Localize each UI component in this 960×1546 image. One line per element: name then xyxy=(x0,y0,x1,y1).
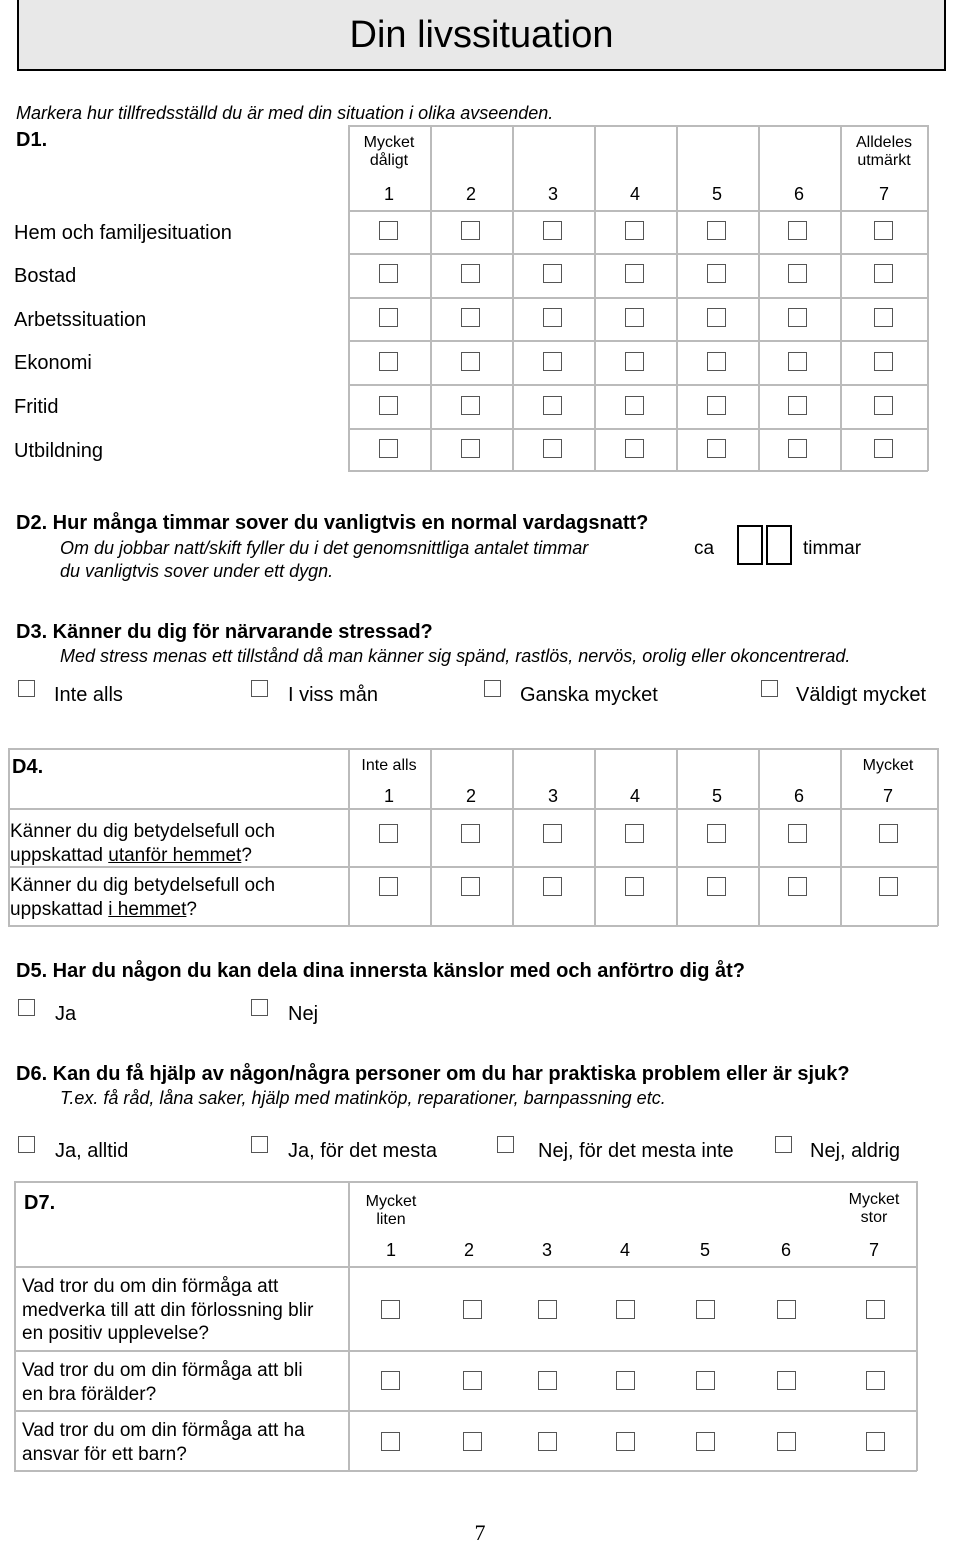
d4-row-1-option-7-checkbox[interactable] xyxy=(879,824,898,843)
d6-option-label: Nej, för det mesta inte xyxy=(538,1140,734,1162)
d6-option-checkbox[interactable] xyxy=(775,1136,792,1153)
d6-note: T.ex. få råd, låna saker, hjälp med matinköp, reparationer, barnpassning etc. xyxy=(60,1088,666,1108)
d7-scale-4: 4 xyxy=(619,1240,630,1260)
d2-unit: timmar xyxy=(803,538,862,559)
d7-row-1-option-4-checkbox[interactable] xyxy=(616,1300,635,1319)
d4-scale-5: 5 xyxy=(711,786,722,806)
d3-option-label: Ganska mycket xyxy=(520,684,658,706)
d4-row-2-option-4-checkbox[interactable] xyxy=(625,877,644,896)
d5-option-label: Ja xyxy=(55,1003,77,1025)
d1-row-label: Ekonomi xyxy=(14,352,92,374)
d1-row-5-option-4-checkbox[interactable] xyxy=(625,396,644,415)
d1-row-1-option-1-checkbox[interactable] xyxy=(379,221,398,240)
d3-option-label: Inte alls xyxy=(54,684,123,706)
page-title: Din livssituation xyxy=(349,14,614,56)
d7-row-3-label: Vad tror du om din förmåga att ha ansvar för ett barn? xyxy=(22,1420,305,1465)
d7-row-3-option-4-checkbox[interactable] xyxy=(616,1432,635,1451)
d1-row-5-option-7-checkbox[interactable] xyxy=(874,396,893,415)
d7-high-label: Mycket stor xyxy=(848,1191,900,1226)
d7-row-2-option-2-checkbox[interactable] xyxy=(463,1371,482,1390)
d4-row-2-option-6-checkbox[interactable] xyxy=(788,877,807,896)
d2-note-line1: Om du jobbar natt/skift fyller du i det genomsnittliga antalet timmar xyxy=(60,538,589,558)
d7-row-3-option-2-checkbox[interactable] xyxy=(463,1432,482,1451)
d4-row-2-option-3-checkbox[interactable] xyxy=(543,877,562,896)
d3-option-checkbox[interactable] xyxy=(761,680,778,697)
d7-row-3-option-3-checkbox[interactable] xyxy=(538,1432,557,1451)
d1-scale-2: 2 xyxy=(465,184,476,204)
d7-row-3-option-1-checkbox[interactable] xyxy=(381,1432,400,1451)
d7-row-1-option-5-checkbox[interactable] xyxy=(696,1300,715,1319)
d2-note-line2: du vanligtvis sover under ett dygn. xyxy=(60,561,334,581)
d7-label: D7. xyxy=(24,1192,56,1214)
d4-row-1-option-1-checkbox[interactable] xyxy=(379,824,398,843)
d5-option-label: Nej xyxy=(288,1003,319,1025)
d4-row-2-option-7-checkbox[interactable] xyxy=(879,877,898,896)
d7-scale-1: 1 xyxy=(385,1240,396,1260)
d3-question: D3. Känner du dig för närvarande stressad? xyxy=(16,621,433,643)
d6-question: D6. Kan du få hjälp av någon/några personer om du har praktiska problem eller är sjuk? xyxy=(16,1063,850,1085)
d1-row-6-option-1-checkbox[interactable] xyxy=(379,439,398,458)
d1-row-6-option-5-checkbox[interactable] xyxy=(707,439,726,458)
intro-text: Markera hur tillfredsställd du är med din situation i olika avseenden. xyxy=(16,103,554,123)
d1-row-6-option-6-checkbox[interactable] xyxy=(788,439,807,458)
d2-ca: ca xyxy=(694,538,715,559)
d4-scale-3: 3 xyxy=(547,786,558,806)
d6-option-checkbox[interactable] xyxy=(497,1136,514,1153)
d1-row-5-option-1-checkbox[interactable] xyxy=(379,396,398,415)
d1-row-1-option-7-checkbox[interactable] xyxy=(874,221,893,240)
d1-row-3-option-2-checkbox[interactable] xyxy=(461,308,480,327)
d7-row-1-label: Vad tror du om din förmåga att medverka till att din förlossning blir en positiv upplevelse? xyxy=(22,1276,314,1344)
d4-scale-6: 6 xyxy=(793,786,804,806)
d4-row-1-option-2-checkbox[interactable] xyxy=(461,824,480,843)
d7-row-1-option-2-checkbox[interactable] xyxy=(463,1300,482,1319)
d5-option-checkbox[interactable] xyxy=(18,999,35,1016)
d1-row-label: Fritid xyxy=(14,396,59,418)
d7-row-3-option-6-checkbox[interactable] xyxy=(777,1432,796,1451)
d1-row-6-option-2-checkbox[interactable] xyxy=(461,439,480,458)
d7-scale-3: 3 xyxy=(541,1240,552,1260)
d1-row-5-option-2-checkbox[interactable] xyxy=(461,396,480,415)
d7-scale-5: 5 xyxy=(699,1240,710,1260)
d4-row-1-option-5-checkbox[interactable] xyxy=(707,824,726,843)
d4-scale-2: 2 xyxy=(465,786,476,806)
d4-low-label: Inte alls xyxy=(361,757,417,774)
d1-row-label: Bostad xyxy=(14,265,77,287)
d1-scale-5: 5 xyxy=(711,184,722,204)
d4-scale-7: 7 xyxy=(882,786,893,806)
d1-row-4-option-2-checkbox[interactable] xyxy=(461,352,480,371)
d6-option-checkbox[interactable] xyxy=(251,1136,268,1153)
d1-row-1-option-3-checkbox[interactable] xyxy=(543,221,562,240)
d1-label: D1. xyxy=(16,129,48,151)
d1-scale-4: 4 xyxy=(629,184,640,204)
d1-high-label: Alldeles utmärkt xyxy=(855,134,913,169)
title-box xyxy=(17,0,946,71)
d1-row-label: Hem och familjesituation xyxy=(14,222,232,244)
d1-row-3-option-3-checkbox[interactable] xyxy=(543,308,562,327)
d7-row-1-option-6-checkbox[interactable] xyxy=(777,1300,796,1319)
d1-row-4-option-5-checkbox[interactable] xyxy=(707,352,726,371)
d1-scale-1: 1 xyxy=(383,184,394,204)
d5-option-checkbox[interactable] xyxy=(251,999,268,1016)
d1-row-6-option-7-checkbox[interactable] xyxy=(874,439,893,458)
d4-row-2-option-5-checkbox[interactable] xyxy=(707,877,726,896)
d6-option-label: Ja, alltid xyxy=(55,1140,129,1162)
d3-option-label: I viss mån xyxy=(288,684,379,706)
d1-scale-6: 6 xyxy=(793,184,804,204)
d4-row-2-option-1-checkbox[interactable] xyxy=(379,877,398,896)
d1-row-3-option-7-checkbox[interactable] xyxy=(874,308,893,327)
d1-row-2-option-4-checkbox[interactable] xyxy=(625,264,644,283)
d7-row-2-label: Vad tror du om din förmåga att bli en bra förälder? xyxy=(22,1360,303,1405)
d1-low-label: Mycket dåligt xyxy=(363,134,415,169)
d2-question: D2. Hur många timmar sover du vanligtvis en normal vardagsnatt? xyxy=(16,512,649,534)
d7-row-2-option-1-checkbox[interactable] xyxy=(381,1371,400,1390)
d1-row-5-option-3-checkbox[interactable] xyxy=(543,396,562,415)
d7-row-3-option-7-checkbox[interactable] xyxy=(866,1432,885,1451)
d2-hours-digit-2[interactable] xyxy=(766,525,792,565)
d4-row-1-option-6-checkbox[interactable] xyxy=(788,824,807,843)
d1-row-3-option-6-checkbox[interactable] xyxy=(788,308,807,327)
d1-row-5-option-5-checkbox[interactable] xyxy=(707,396,726,415)
d7-scale-2: 2 xyxy=(463,1240,474,1260)
d1-row-1-option-4-checkbox[interactable] xyxy=(625,221,644,240)
d7-row-2-option-3-checkbox[interactable] xyxy=(538,1371,557,1390)
d1-row-1-option-6-checkbox[interactable] xyxy=(788,221,807,240)
d6-option-label: Ja, för det mesta xyxy=(288,1140,437,1162)
d1-row-4-option-6-checkbox[interactable] xyxy=(788,352,807,371)
d4-row-1-option-4-checkbox[interactable] xyxy=(625,824,644,843)
d4-scale-1: 1 xyxy=(383,786,394,806)
d1-row-2-option-2-checkbox[interactable] xyxy=(461,264,480,283)
d2-hours-digit-1[interactable] xyxy=(737,525,763,565)
d4-row-2-label: Känner du dig betydelsefull och uppskattad i hemmet? xyxy=(10,875,276,920)
d4-row-1-option-3-checkbox[interactable] xyxy=(543,824,562,843)
d1-scale-7: 7 xyxy=(878,184,889,204)
d1-row-2-option-6-checkbox[interactable] xyxy=(788,264,807,283)
d4-row-2-option-2-checkbox[interactable] xyxy=(461,877,480,896)
d7-row-1-option-3-checkbox[interactable] xyxy=(538,1300,557,1319)
d1-row-2-option-1-checkbox[interactable] xyxy=(379,264,398,283)
d4-label: D4. xyxy=(12,756,44,778)
d1-row-2-option-3-checkbox[interactable] xyxy=(543,264,562,283)
d1-row-3-option-5-checkbox[interactable] xyxy=(707,308,726,327)
d1-row-4-option-4-checkbox[interactable] xyxy=(625,352,644,371)
d7-row-2-option-7-checkbox[interactable] xyxy=(866,1371,885,1390)
d7-scale-7: 7 xyxy=(868,1240,879,1260)
d1-row-4-option-3-checkbox[interactable] xyxy=(543,352,562,371)
d1-row-4-option-7-checkbox[interactable] xyxy=(874,352,893,371)
page-number: 7 xyxy=(474,1520,486,1545)
d4-high-label: Mycket xyxy=(862,757,914,774)
d3-note: Med stress menas ett tillstånd då man känner sig spänd, rastlös, nervös, orolig eller okoncentrerad. xyxy=(60,646,851,666)
d7-scale-6: 6 xyxy=(780,1240,791,1260)
d7-row-1-option-1-checkbox[interactable] xyxy=(381,1300,400,1319)
d4-row-1-label: Känner du dig betydelsefull och uppskattad utanför hemmet? xyxy=(10,821,276,866)
d3-option-checkbox[interactable] xyxy=(484,680,501,697)
d1-row-3-option-4-checkbox[interactable] xyxy=(625,308,644,327)
d7-row-3-option-5-checkbox[interactable] xyxy=(696,1432,715,1451)
d3-option-checkbox[interactable] xyxy=(18,680,35,697)
d1-row-5-option-6-checkbox[interactable] xyxy=(788,396,807,415)
d7-row-1-option-7-checkbox[interactable] xyxy=(866,1300,885,1319)
d7-low-label: Mycket liten xyxy=(365,1193,417,1228)
d3-option-label: Väldigt mycket xyxy=(796,684,927,706)
d1-scale-3: 3 xyxy=(547,184,558,204)
d6-option-label: Nej, aldrig xyxy=(810,1140,901,1162)
d1-row-label: Arbetssituation xyxy=(14,309,147,331)
d1-row-4-option-1-checkbox[interactable] xyxy=(379,352,398,371)
d1-row-1-option-2-checkbox[interactable] xyxy=(461,221,480,240)
d5-question: D5. Har du någon du kan dela dina innersta känslor med och anförtro dig åt? xyxy=(16,960,745,982)
d6-option-checkbox[interactable] xyxy=(18,1136,35,1153)
d7-row-2-option-4-checkbox[interactable] xyxy=(616,1371,635,1390)
d1-row-6-option-4-checkbox[interactable] xyxy=(625,439,644,458)
d1-row-3-option-1-checkbox[interactable] xyxy=(379,308,398,327)
d7-row-2-option-6-checkbox[interactable] xyxy=(777,1371,796,1390)
d3-option-checkbox[interactable] xyxy=(251,680,268,697)
d1-row-1-option-5-checkbox[interactable] xyxy=(707,221,726,240)
d1-row-label: Utbildning xyxy=(14,440,103,462)
d1-row-6-option-3-checkbox[interactable] xyxy=(543,439,562,458)
d4-scale-4: 4 xyxy=(629,786,640,806)
d7-row-2-option-5-checkbox[interactable] xyxy=(696,1371,715,1390)
d1-row-2-option-7-checkbox[interactable] xyxy=(874,264,893,283)
d1-row-2-option-5-checkbox[interactable] xyxy=(707,264,726,283)
